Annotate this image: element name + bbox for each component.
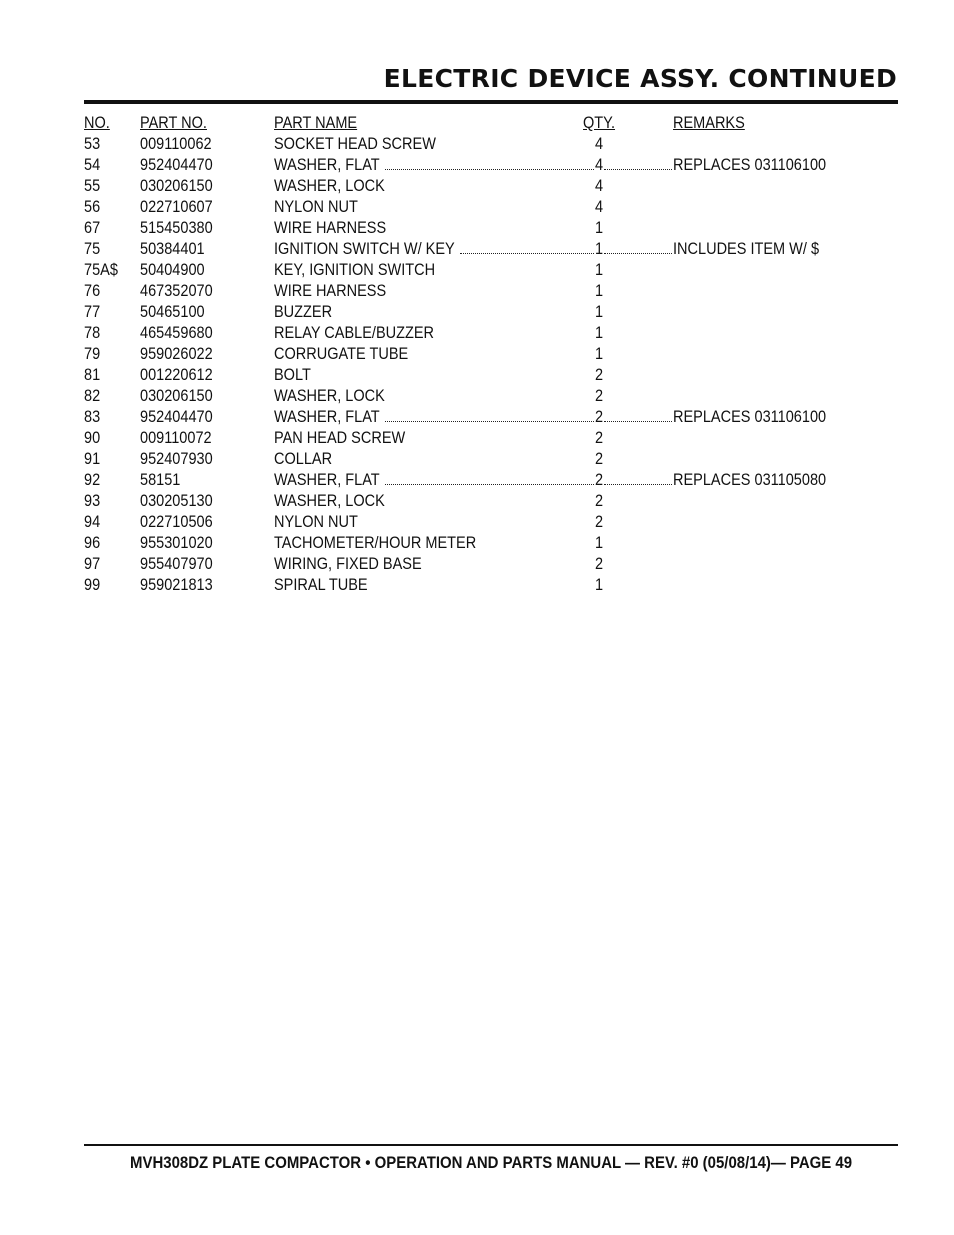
table-row [0,134,954,155]
part-number-index: 93 [84,492,101,510]
part-number-index: 79 [84,345,101,363]
part-no-cell: 50384401 [140,240,205,258]
part-name-cell: BOLT [274,366,311,384]
table-row [0,239,954,260]
part-no-cell: 030205130 [140,492,213,510]
part-name-cell: WASHER, FLAT [274,408,380,426]
table-row [0,554,954,575]
qty-cell: 1 [595,219,604,237]
qty-cell: 2 [595,555,604,573]
table-header [0,113,954,134]
qty-cell: 2 [595,429,604,447]
qty-cell: 4 [595,135,604,153]
qty-cell: 4 [595,198,604,216]
qty-cell: 1 [595,282,604,300]
qty-cell: 1 [595,240,604,258]
part-number-index: 77 [84,303,101,321]
table-row [0,323,954,344]
part-no-cell: 959021813 [140,576,213,594]
footer-rule [84,1144,898,1146]
table-row [0,407,954,428]
part-number-index: 96 [84,534,101,552]
part-number-index: 76 [84,282,101,300]
part-number-index: 97 [84,555,101,573]
part-number-index: 55 [84,177,101,195]
table-row [0,470,954,491]
table-row [0,344,954,365]
page-title: ELECTRIC DEVICE ASSY. CONTINUED [383,64,897,93]
table-row [0,302,954,323]
dotted-leader [385,484,594,485]
part-no-cell: 955407970 [140,555,213,573]
header-part-no: PART NO. [140,114,207,132]
part-no-cell: 022710607 [140,198,213,216]
part-name-cell: WIRING, FIXED BASE [274,555,422,573]
part-name-cell: NYLON NUT [274,198,358,216]
part-name-cell: WIRE HARNESS [274,219,387,237]
remarks-cell: REPLACES 031106100 [673,408,827,426]
part-number-index: 94 [84,513,101,531]
part-no-cell: 959026022 [140,345,213,363]
part-number-index: 82 [84,387,101,405]
part-number-index: 81 [84,366,101,384]
part-number-index: 92 [84,471,101,489]
part-name-cell: WASHER, FLAT [274,471,380,489]
qty-cell: 1 [595,261,604,279]
part-number-index: 83 [84,408,101,426]
part-number-index: 56 [84,198,101,216]
header-no: NO. [84,114,110,132]
part-no-cell: 58151 [140,471,181,489]
table-row [0,512,954,533]
table-row [0,281,954,302]
part-name-cell: COLLAR [274,450,333,468]
part-name-cell: TACHOMETER/HOUR METER [274,534,477,552]
header-part-name: PART NAME [274,114,358,132]
part-number-index: 67 [84,219,101,237]
dotted-leader [385,169,594,170]
part-number-index: 75 [84,240,101,258]
part-no-cell: 009110072 [140,429,212,447]
remarks-cell: REPLACES 031105080 [673,471,827,489]
part-number-index: 75A$ [84,261,118,279]
part-name-cell: KEY, IGNITION SWITCH [274,261,436,279]
qty-cell: 2 [595,492,604,510]
table-row [0,491,954,512]
table-row [0,155,954,176]
part-name-cell: WASHER, LOCK [274,177,385,195]
part-no-cell: 467352070 [140,282,213,300]
table-row [0,386,954,407]
part-no-cell: 952404470 [140,156,213,174]
table-row [0,197,954,218]
part-number-index: 53 [84,135,101,153]
dotted-leader [604,253,672,254]
part-no-cell: 022710506 [140,513,213,531]
dotted-leader [604,169,672,170]
header-remarks: REMARKS [673,114,745,132]
qty-cell: 2 [595,450,604,468]
part-number-index: 54 [84,156,101,174]
table-row [0,176,954,197]
part-number-index: 99 [84,576,101,594]
qty-cell: 2 [595,387,604,405]
page-footer: MVH308DZ PLATE COMPACTOR • OPERATION AND PARTS MANUAL — REV. #0 (05/08/14)— PAGE 49 [130,1153,853,1172]
qty-cell: 1 [595,534,604,552]
part-number-index: 91 [84,450,101,468]
part-no-cell: 465459680 [140,324,213,342]
part-name-cell: NYLON NUT [274,513,358,531]
part-no-cell: 952407930 [140,450,213,468]
table-row [0,428,954,449]
part-no-cell: 50465100 [140,303,205,321]
dotted-leader [385,421,594,422]
dotted-leader [460,253,594,254]
qty-cell: 2 [595,513,604,531]
table-row [0,575,954,596]
part-name-cell: PAN HEAD SCREW [274,429,406,447]
qty-cell: 1 [595,576,604,594]
part-name-cell: SPIRAL TUBE [274,576,368,594]
qty-cell: 4 [595,156,604,174]
part-name-cell: WASHER, LOCK [274,387,385,405]
part-name-cell: BUZZER [274,303,333,321]
qty-cell: 2 [595,408,604,426]
remarks-cell: INCLUDES ITEM W/ $ [673,240,820,258]
header-qty: QTY. [583,114,616,132]
part-number-index: 78 [84,324,101,342]
part-no-cell: 515450380 [140,219,213,237]
qty-cell: 1 [595,303,604,321]
remarks-cell: REPLACES 031106100 [673,156,827,174]
part-no-cell: 001220612 [140,366,213,384]
table-row [0,365,954,386]
part-no-cell: 030206150 [140,177,213,195]
part-no-cell: 030206150 [140,387,213,405]
qty-cell: 1 [595,345,604,363]
qty-cell: 4 [595,177,604,195]
part-name-cell: CORRUGATE TUBE [274,345,409,363]
part-name-cell: SOCKET HEAD SCREW [274,135,436,153]
part-no-cell: 952404470 [140,408,213,426]
part-number-index: 90 [84,429,101,447]
qty-cell: 2 [595,471,604,489]
table-row [0,260,954,281]
table-row [0,218,954,239]
qty-cell: 1 [595,324,604,342]
part-name-cell: RELAY CABLE/BUZZER [274,324,435,342]
part-name-cell: WASHER, LOCK [274,492,385,510]
title-rule [84,100,898,104]
part-name-cell: IGNITION SWITCH W/ KEY [274,240,455,258]
table-row [0,533,954,554]
dotted-leader [604,421,672,422]
qty-cell: 2 [595,366,604,384]
part-no-cell: 009110062 [140,135,212,153]
table-row [0,449,954,470]
part-no-cell: 50404900 [140,261,205,279]
part-name-cell: WIRE HARNESS [274,282,387,300]
part-name-cell: WASHER, FLAT [274,156,380,174]
dotted-leader [604,484,672,485]
part-no-cell: 955301020 [140,534,213,552]
